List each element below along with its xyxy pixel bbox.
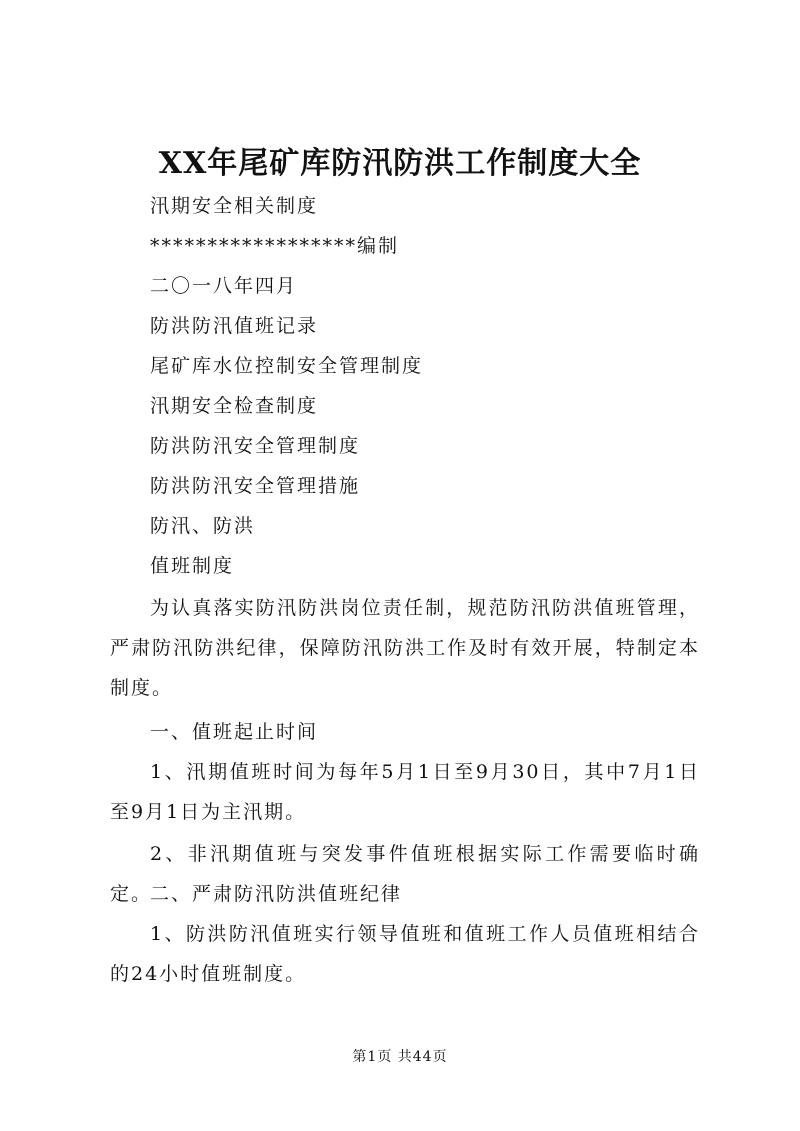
text-line-flood-prevention: 防汛、防洪 xyxy=(150,515,256,537)
page-footer: 第1页 共44页 xyxy=(352,1049,448,1065)
section-heading-duty-period: 一、值班起止时间 xyxy=(150,721,319,743)
text-line-water-level-control: 尾矿库水位控制安全管理制度 xyxy=(150,355,424,377)
text-line-date: 二〇一八年四月 xyxy=(150,275,298,297)
text-line-safety-management-rules: 防洪防汛安全管理制度 xyxy=(150,435,361,457)
text-line-duty-system: 值班制度 xyxy=(150,555,235,577)
text-line-flood-safety-rules: 汛期安全相关制度 xyxy=(150,195,319,217)
text-line-safety-inspection: 汛期安全检查制度 xyxy=(150,395,319,417)
text-line-duty-record: 防洪防汛值班记录 xyxy=(150,315,319,337)
paragraph-duty-period-item-1: 1、汛期值班时间为每年5月1日至9月30日，其中7月1日至9月1日为主汛期。 xyxy=(110,761,700,823)
text-line-compiler: ******************编制 xyxy=(150,235,400,257)
paragraph-duty-discipline-item-1: 1、防洪防汛值班实行领导值班和值班工作人员值班相结合的24小时值班制度。 xyxy=(110,923,700,985)
paragraph-intro: 为认真落实防汛防洪岗位责任制，规范防汛防洪值班管理，严肃防汛防洪纪律，保障防汛防洪工作及时有效开展，特制定本制度。 xyxy=(110,597,700,699)
text-line-safety-management-measures: 防洪防汛安全管理措施 xyxy=(150,475,361,497)
paragraph-duty-period-item-2: 2、非汛期值班与突发事件值班根据实际工作需要临时确定。 xyxy=(110,843,700,905)
document-title: XX年尾矿库防汛防洪工作制度大全 xyxy=(158,146,642,181)
section-heading-duty-discipline: 二、严肃防汛防洪值班纪律 xyxy=(150,883,403,905)
